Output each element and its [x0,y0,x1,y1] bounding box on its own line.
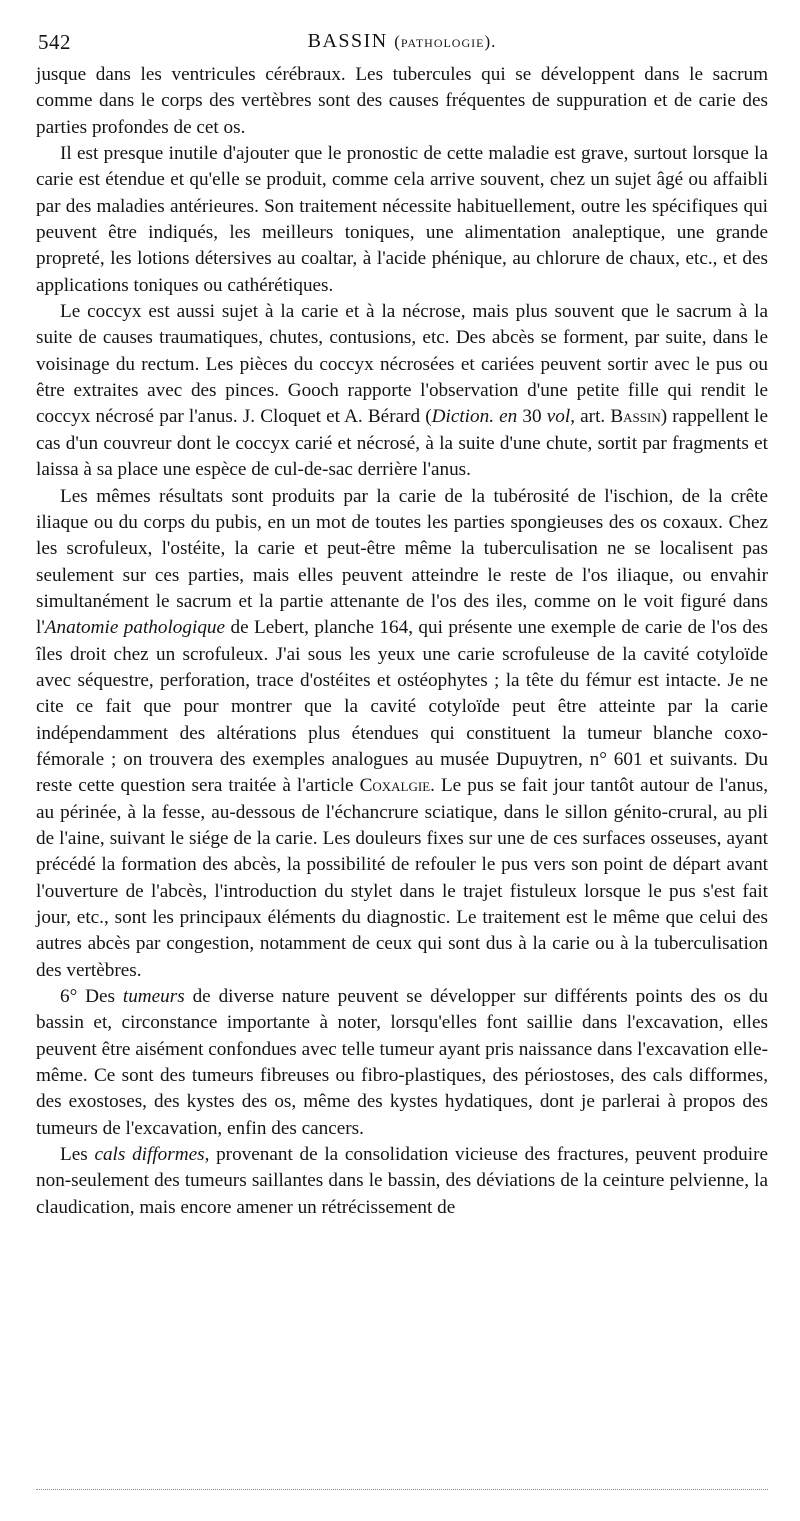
paragraph [36,299,768,483]
italic-text: cals difformes [94,1144,205,1166]
small-caps-text: Coxalgie [359,775,431,797]
paragraph [36,984,768,1142]
page-number: 542 [38,30,71,54]
text-run: de diverse nature peuvent se développer sur différents points des os du bassin et, circonstance importante à noter, lorsqu'elles font saillie dans l'excavation, elles peuvent être aisément confondues avec telle tumeur ayant pris naissance dans l'excavation elle-même. Ce sont des tumeurs fibreuses ou fibro-plastiques, des périostoses, des cals difformes, des exostoses, des kystes des os, même des kystes hydatiques, dont je parlerai à propos des tumeurs de l'excavation, enfin des cancers. [36,986,769,1139]
text-run: de Lebert, planche 164, qui présente une exemple de carie de l'os des îles droit chez un scrofuleux. J'ai sous les yeux une carie scrofuleuse de la cavité cotyloïde avec séquestre, perforation, trace d'ostéites et ostéophytes ; la tête du fémur est intacte. Je ne cite ce fait que pour montrer que la cavité cotyloïde peut être atteinte par la carie indépendamment des altérations plus étendues qui constituent la tumeur blanche coxo-fémorale ; on trouvera des exemples analogues au musée Dupuytren, n° 601 et suivants. Du reste cette question sera traitée à l'article [36,617,768,797]
text-run: Les mêmes résultats sont produits par la carie de la tubérosité de l'ischion, de la crête iliaque ou du corps du pubis, en un mot de toutes les parties spongieuses des os coxaux. Chez les scrofuleux, l'ostéite, la carie et peut-être même la tuberculisation ne se localisent pas seulement sur ces parties, mais elles peuvent atteindre le reste de l'os iliaque, ou envahir simultanément le sacrum et la partie attenante de l'os des iles, comme on le voit figuré dans l' [36,485,768,639]
text-run: , art. [570,406,611,428]
text-run: , provenant de la consolidation vicieuse des fractures, peuvent produire non-seulement des tumeurs saillantes dans le bassin, des déviations de la ceinture pelvienne, la claudication, mais encore amener un rétrécissement de [36,1144,768,1218]
page-header [36,24,768,62]
small-caps-text: Bassin [610,406,661,428]
running-title [36,30,768,53]
paragraph [36,484,768,985]
text-run: ) rappellent le cas d'un couvreur dont le coccyx carié et nécrosé, à la suite d'une chute, sortit par fragments et laissa à sa place une espèce de cul-de-sac derrière l'anus. [36,406,769,481]
text-run: 30 [517,406,547,428]
body-text [36,62,768,1221]
paragraph [36,62,768,141]
italic-text: vol [546,406,571,428]
running-title-subtitle: (pathologie). [394,32,497,51]
footer-dotted-rule [36,1489,768,1490]
text-run: Le coccyx est aussi sujet à la carie et à la nécrose, mais plus souvent que le sacrum à la suite de causes traumatiques, chutes, contusions, etc. Des abcès se forment, par suite, dans le voisinage du rectum. Les pièces du coccyx nécrosées et cariées peuvent sortir avec le pus ou être extraites avec des pinces. Gooch rapporte l'observation d'une petite fille qui rendit le coccyx nécrosé par l'anus. J. Cloquet et A. Bérard ( [36,301,768,428]
italic-text: Anatomie pathologique [44,617,226,639]
running-title-main: BASSIN [307,30,388,52]
book-page [36,24,768,1221]
text-run: 6° Des [60,986,123,1008]
paragraph [36,141,768,299]
text-run: Il est presque inutile d'ajouter que le pronostic de cette maladie est grave, surtout lorsque la carie est étendue et qu'elle se produit, comme cela arrive souvent, chez un sujet âgé ou affaibli par des maladies antérieures. Son traitement nécessite habituellement, outre les spécifiques qui peuvent être indiqués, les meilleurs toniques, une alimentation analeptique, une grande propreté, les lotions détersives au coaltar, à l'acide phénique, au chlorure de chaux, etc., et des applications toniques ou cathérétiques. [36,143,768,296]
italic-text: tumeurs [122,986,185,1008]
text-run: jusque dans les ventricules cérébraux. Les tubercules qui se développent dans le sacrum comme dans le corps des vertèbres sont des causes fréquentes de suppuration et de carie des parties profondes de cet os. [36,64,768,138]
text-run: Les [60,1144,95,1166]
paragraph [36,1142,768,1221]
italic-text: Diction. en [431,406,518,428]
text-run: . Le pus se fait jour tantôt autour de l'anus, au périnée, à la fesse, au-dessous de l'échancrure sciatique, dans le sillon génito-crural, au pli de l'aine, suivant le siége de la carie. Les douleurs fixes sur une de ces surfaces osseuses, ayant précédé la formation des abcès, la possibilité de refouler le pus vers son point de départ avant l'ouverture de l'abcès, l'introduction du stylet dans le trajet fistuleux lorsque le pus s'est fait jour, etc., sont les principaux éléments du diagnostic. Le traitement est le même que celui des autres abcès par congestion, notamment de ceux qui sont dus à la carie ou à la tuberculisation des vertèbres. [36,775,768,981]
